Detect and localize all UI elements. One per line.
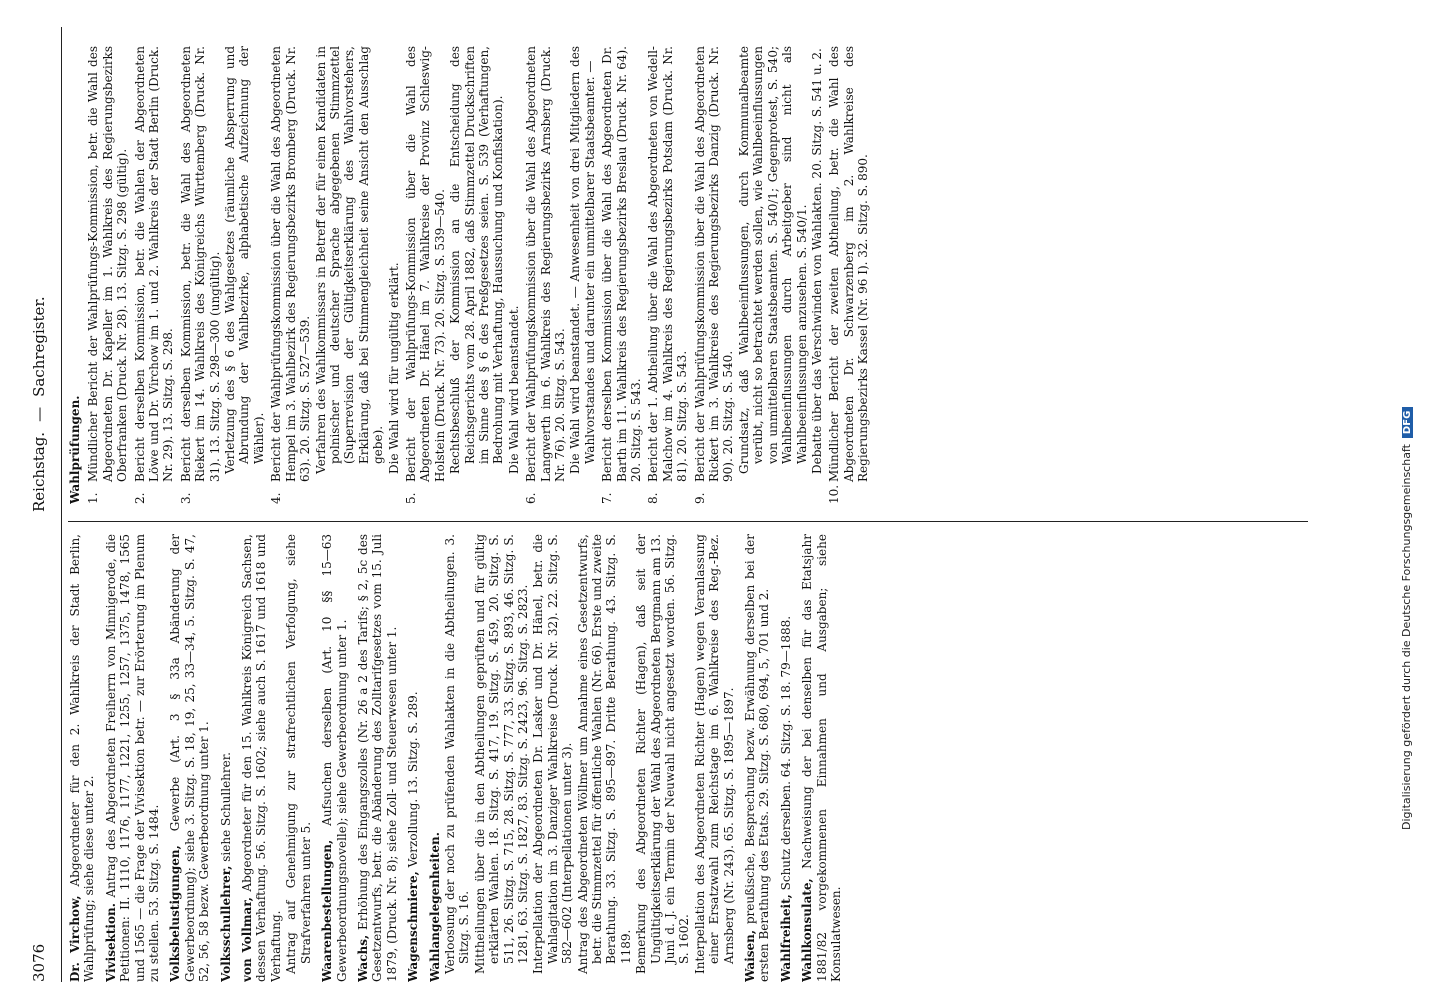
right-column (68, 46, 1298, 504)
item-text-block (646, 46, 689, 482)
numbered-item (133, 46, 176, 504)
numbered-item (269, 46, 401, 504)
index-entry (743, 534, 772, 982)
entry-text: Abgeordneter für den 2. Wahlkreis der Stadt Berlin, Wahlprüfung; siehe diese unter 2. (68, 534, 97, 982)
index-entry (406, 534, 420, 982)
entry-heading: Wahlangelegenheiten. (427, 832, 442, 982)
item-subitem: Grundsatz, daß Wahlbeeinflussungen, durch Kommunalbeamte verübt, nicht so betrachtet werden sollen, wie Wahlbeeinflussungen von unmittelbaren Staatsbeamten. S. 540/1; Gegenprotest, S. 540; Wahlbeeinflussungen durch Arbeitgeber sind nicht als Wahlbeeinflussungen anzusehen. S. 540/1. (736, 46, 809, 474)
index-entry (68, 534, 97, 982)
page-number: 3076 (30, 943, 48, 982)
entry-subitem: Antrag des Abgeordneten Wöllmer um Annahme eines Gesetzentwurfs, betr. die Stimmzettel für öffentliche Wahlen (Nr. 66). Erste und zweite Berathung. 33. Sitzg. S. 895—897. Dritte Berathung. 43. Sitzg. S. 1189. (575, 534, 633, 974)
entry-text: Schutz derselben. 64. Sitzg. S. 18. 79—1888. (778, 615, 793, 891)
dfg-logo: DFG (1402, 407, 1413, 438)
index-entry (240, 534, 313, 982)
left-column (68, 534, 1298, 982)
entry-text: Nachweisung der bei denselben für das Etatsjahr 1881/82 vorgekommenen Einnahmen und Ausgaben; siehe Konsulatwesen. (800, 534, 844, 982)
entry-subitem: Interpellation der Abgeordneten Dr. Lasker und Dr. Hänel, betr. die Wahlagitation im 3. Danziger Wahlkreise (Druck. Nr. 32). 22. Sitzg. S. 582—602 (Interpellationen unter 3). (531, 534, 575, 974)
index-entry (104, 534, 162, 982)
item-text: Bericht der Wahlprüfungskommission über die Wahl des Abgeordneten Rickert im 3. Wahlkreise des Regierungsbezirks Danzig (Druck. Nr. 90). 20. Sitzg. S. 540. (692, 46, 736, 482)
credit-text: Digitalisierung gefördert durch die Deutsche Forschungsgemeinschaft (1400, 444, 1413, 830)
item-text: Bericht derselben Kommission, betr. die Wahlen der Abgeordneten Löwe und Dr. Virchow im 1. und 2. Wahlkreis der Stadt Berlin (Druck. Nr. 29). 13. Sitzg. S. 298. (132, 46, 176, 482)
item-text-block (86, 46, 129, 482)
item-text: Mündlicher Bericht der zweiten Abtheilung, betr. die Wahl des Abgeordneten Dr. Schwarzenberg im 2. Wahlkreise des Regierungsbezirks Kassel (Nr. 96 I). 32. Sitzg. S. 890. (827, 46, 871, 482)
item-text: Bericht der Wahlprüfungskommission über die Wahl des Abgeordneten Langwerth im 6. Wahlkreis des Regierungsbezirks Arnsberg (Druck. Nr. 76). 20. Sitzg. S. 543. (524, 46, 567, 482)
item-text-block (600, 46, 643, 482)
entry-text: Antrag des Abgeordneten Freiherrn von Minnigerode, die Petitionen: II. 1110, 1176, 1177, 1221, 1255, 1257, 1375, 1478, 1565 und 1565 — die Frage der Vivisektion betr. — zur Erörterung im Plenum zu stellen. 53. Sitzg. S. 1484. (103, 534, 162, 982)
item-text: Bericht der Wahlprüfungskommission über die Wahl des Abgeordneten Hempel im 3. Wahlbezirk des Regierungsbezirks Bromberg (Druck. Nr. 63). 20. Sitzg. S. 527—539. (269, 46, 313, 482)
digitization-credit (1400, 10, 1420, 830)
item-subitem: Verfahren des Wahlkommissars in Betreff der für einen Kandidaten in polnischer und deutscher Sprache abgegebenen Stimmzettel (Superrevision der Gültigkeitserklärung des Wahlvorstehers, Erklärung, daß bei Stimmengleichheit seine Ansicht den Ausschlag gebe). (313, 46, 386, 474)
entry-heading: Wahlfreiheit, (778, 894, 793, 982)
page-header (18, 27, 62, 982)
entry-heading: Wahlkonsulate, (800, 878, 815, 982)
item-text: Bericht der 1. Abtheilung über die Wahl des Abgeordneten von Wedell-Malchow im 4. Wahlkreis des Regierungsbezirks Potsdam (Druck. Nr. 81). 20. Sitzg. S. 543. (646, 46, 690, 482)
numbered-item (179, 46, 266, 504)
item-text: Bericht derselben Kommission über die Wahl des Abgeordneten Dr. Barth im 11. Wahlkreis des Regierungsbezirks Breslau (Druck. Nr. 64). 20. Sitzg. S. 543. (600, 46, 644, 482)
item-number: 4. (269, 492, 284, 504)
numbered-item (404, 46, 521, 504)
item-text: Bericht der Wahlprüfungs-Kommission über die Wahl des Abgeordneten Dr. Hänel im 7. Wahlkreise der Provinz Schleswig-Holstein (Druck. Nr. 73). 20. Sitzg. S. 539—540. (403, 46, 447, 482)
entry-text: Abgeordneter für den 15. Wahlkreis Königreich Sachsen, dessen Verhaftung. 56. Sitzg. S. 1602; siehe auch S. 1617 und 1618 und Verhaftung. (240, 534, 283, 982)
item-subitem: Verletzung des § 6 des Wahlgesetzes (räumliche Absperrung und Abrundung der Wahlbezirke, alphabetische Aufzeichnung der Wähler). (223, 46, 266, 474)
running-title-right: Sachregister. (30, 296, 48, 397)
item-text-block (269, 46, 401, 482)
entry-subitem: Verloosung der noch zu prüfenden Wahlakten in die Abtheilungen. 3. Sitzg. S. 16. (442, 534, 472, 974)
item-number: 8. (646, 492, 661, 504)
section-title: Wahlprüfungen. (68, 395, 82, 504)
item-text: Mündlicher Bericht der Wahlprüfungs-Kommission, betr. die Wahl des Abgeordneten Dr. Kapeller im 1. Wahlkreis des Regierungsbezirks Oberfranken (Druck. Nr. 28). 13. Sitzg. S. 298 (gültig). (86, 46, 130, 482)
entry-heading: Vivisektion. (103, 903, 118, 982)
entry-subitem: Mittheilungen über die in den Abtheilungen geprüften und für gültig erklärten Wahlen. 18. Sitzg. S. 417, 19. Sitzg. S. 459, 20. Sitzg. S. 511, 26. Sitzg. S. 715, 28. Sitzg. S. 777, 33. Sitzg. S. 893, 46. Sitzg. S. 1281, 63. Sitzg. S. 1827, 83. Sitzg. S. 2423, 96. Sitzg. S. 2823. (472, 534, 530, 974)
right-items (86, 46, 870, 504)
item-subitem: Die Wahl wird beanstandet. — Anwesenheit von drei Mitgliedern des Wahlvorstandes und darunter ein unmittelbarer Staatsbeamter. — (568, 46, 597, 474)
numbered-item (693, 46, 825, 504)
entry-text: Verzollung. 13. Sitzg. S. 289. (406, 691, 421, 868)
item-number: 6. (524, 492, 539, 504)
index-entry (428, 534, 737, 982)
column-divider (68, 521, 1308, 522)
entry-heading: Wagenschmiere, (406, 871, 421, 982)
item-text: Bericht derselben Kommission, betr. die Wahl des Abgeordneten Riekert im 14. Wahlkreis des Königreichs Württemberg (Druck. Nr. 31). 13. Sitzg. S. 298—300 (ungültig). (178, 46, 222, 482)
entry-subitem: Interpellation des Abgeordneten Richter (Hagen) wegen Veranlassung einer Ersatzwahl zum Reichstage im 6. Wahlkreise des Reg.-Bez. Arnsberg (Nr. 243). 65. Sitzg. S. 1895—1897. (692, 534, 736, 974)
index-entry (320, 534, 349, 982)
entry-text: Aufsuchen derselben (Art. 10 §§ 15—63 Gewerbeordnungsnovelle); siehe Gewerbeordnung unter 1. (320, 534, 349, 982)
index-entry (219, 534, 233, 982)
entry-heading: Waarenbestellungen, (320, 839, 335, 982)
item-text-block (133, 46, 176, 482)
entry-text: Erhöhung des Eingangszolles (Nr. 26 a 2 des Tarifs; § 2, 5c des Gesetzentwurfs, betr. die Abänderung des Zolltarifgesetzes vom 15. Juli 1879, (Druck. Nr. 8); siehe Zoll- und Steuerwesen unter 1. (355, 534, 399, 982)
index-entry (168, 534, 211, 982)
item-text-block (693, 46, 825, 482)
item-text-block (404, 46, 521, 482)
item-subitem: Rechtsbeschluß der Kommission an die Entscheidung des Reichsgerichts vom 28. April 1882, daß Stimmzettel Druckschriften im Sinne des § 6 des Preßgesetzes seien. S. 539 (Verhaftungen, Bedrohung mit Verhaftung, Haussuchung und Konfiskation). (448, 46, 506, 474)
item-number: 5. (403, 492, 418, 504)
index-entry (356, 534, 399, 982)
item-number: 7. (600, 492, 615, 504)
item-number: 9. (692, 492, 707, 504)
numbered-item (600, 46, 643, 504)
numbered-item (827, 46, 870, 504)
entry-text: preußische, Besprechung bezw. Erwähnung derselben bei der ersten Berathung des Etats. 29. Sitzg. S. 680, 694, 5, 701 und 2. (743, 534, 772, 982)
item-subitem: Die Wahl wird für ungültig erklärt. (386, 262, 401, 474)
item-number: 2. (132, 492, 147, 504)
entry-heading: Waisen, (743, 929, 758, 982)
item-subitem: Debatte über das Verschwinden von Wahlakten. 20. Sitzg. S. 541 u. 2. (809, 48, 824, 474)
header-rule (61, 27, 62, 982)
entry-heading: Dr. Virchow, (68, 895, 82, 982)
running-title-dash: — (30, 406, 48, 422)
entry-subitem: Bemerkung des Abgeordneten Richter (Hagen), daß seit der Ungültigkeitserklärung der Wahl des Abgeordneten Bergmann am 13. Juni d. J. ein Termin der Neuwahl nicht angesetzt worden. 56. Sitzg. S. 1602. (634, 534, 692, 974)
item-subitem: Die Wahl wird beanstandet. (506, 305, 521, 474)
item-text-block (179, 46, 266, 482)
item-number: 10. (827, 484, 842, 504)
entry-heading: Volksschullehrer, (218, 865, 233, 982)
running-title (30, 296, 48, 512)
index-entry (800, 534, 843, 982)
item-number: 3. (178, 492, 193, 504)
numbered-item (524, 46, 597, 504)
index-entry (779, 534, 793, 982)
numbered-item (86, 46, 129, 504)
entry-heading: von Vollmar, (240, 897, 255, 982)
entry-text: Gewerbe (Art. 3 § 33a Abänderung der Gewerbeordnung); siehe 3. Sitzg. S. 18, 19, 25, 33—34, 5. Sitzg. S. 47, 52, 56, 58 bezw. Gewerbeordnung unter 1. (168, 534, 212, 982)
item-text-block (827, 46, 870, 482)
entry-heading: Wachs, (355, 934, 370, 982)
running-title-left: Reichstag. (30, 431, 48, 512)
entry-text: siehe Schullehrer. (218, 752, 233, 862)
numbered-item (646, 46, 689, 504)
item-text-block (524, 46, 597, 482)
item-number: 1. (86, 492, 101, 504)
entry-subitem: Antrag auf Genehmigung zur strafrechtlichen Verfolgung, siehe Strafverfahren unter 5. (284, 534, 313, 974)
entry-heading: Volksbelustigungen, (168, 845, 183, 982)
